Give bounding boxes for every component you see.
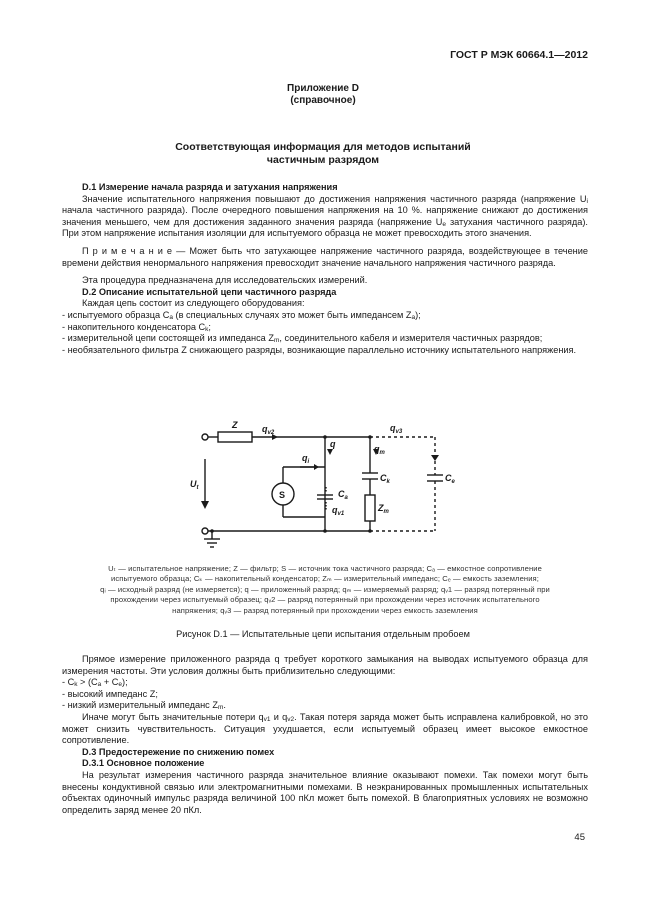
subscript: v1 xyxy=(263,715,271,723)
label-ca: $C_a$ xyxy=(338,489,348,501)
text: Значение испытательного напряжения повышают до достижения напряжения частичного разряда (напряжение U xyxy=(82,193,587,204)
annex-heading xyxy=(0,83,646,107)
label-ut: $U_t$ xyxy=(190,479,199,491)
input-terminal-top xyxy=(202,434,208,440)
paragraph: На результат измерения частичного разряда значительное влияние оказывают помехи. Так помехи могут быть внесены кондуктивной связью или электромагнитными помехами. В неэкранированных промышленных испытательных объектах одиночный импульс разряда величиной 100 пКл может быть помехой. В благоприятных условиях не возможно определить заряд менее 20 пКл. xyxy=(62,769,588,815)
annex-type: (справочное) xyxy=(290,95,356,106)
text: и q xyxy=(270,711,288,722)
subscript: m xyxy=(217,704,224,712)
text: (в специальных случаях это может быть импедансем Z xyxy=(172,309,412,320)
label-qv3: $q_{v3}$ xyxy=(390,423,403,435)
legend-line: прохождении через испытуемый образец; qᵥ2 — разряд потерянный при прохождении через источник испытательного xyxy=(110,595,540,605)
text: - испытуемого образца C xyxy=(62,309,170,320)
subscript: a xyxy=(97,681,102,689)
label-zm: $Z_m$ xyxy=(378,503,389,515)
label-qi: $q_i$ xyxy=(302,453,310,465)
text: затухания частичного разряда). При этом напряжение испытания изоляции для испытуемого образца не может превосходить этого значения. xyxy=(62,216,588,239)
subscript: a xyxy=(169,313,173,321)
input-terminal-bottom xyxy=(202,528,208,534)
section-heading: D.1 Измерение начала разряда и затухания напряжения xyxy=(82,182,338,192)
list-item xyxy=(62,322,588,334)
label-ce: $C_e$ xyxy=(445,473,455,485)
legend-line: Uₜ — испытательное напряжение; Z — фильтр; S — источник тока частичного разряда; Cₐ — емкостное сопротивление xyxy=(108,564,542,573)
subscript: i xyxy=(586,197,588,205)
paragraph xyxy=(62,712,588,747)
subscript: e xyxy=(442,220,447,228)
list-item: - высокий импеданс Z; xyxy=(62,688,158,699)
subscript: v2 xyxy=(287,715,295,723)
section-heading: D.2 Описание испытательной цепи частичного разряда xyxy=(82,286,337,297)
label-qv2: $q_{v2}$ xyxy=(262,424,275,436)
label-s: S xyxy=(279,490,286,500)
legend-line: qᵢ — исходный разряд (не измеряется); q — приложенный разряд; qₘ — измеряемый разряд; qᵥ1 — разряд потерянный при xyxy=(100,584,550,594)
text: . Такая потеря заряда может быть исправлена калибровкой, но это может снизить чувствительность. Ситуация ухудшается, если испытуемый образец имеет высокое емкостное сопротивление. xyxy=(62,711,588,746)
text: + C xyxy=(101,677,119,688)
subscript: m xyxy=(273,337,280,345)
title-line-1: Соответствующая информация для методов испытаний xyxy=(175,141,471,153)
document-title xyxy=(0,141,646,167)
subscript: e xyxy=(118,681,123,689)
list-item xyxy=(62,333,588,345)
measuring-impedance-zm xyxy=(365,495,375,521)
paragraph: Эта процедура предназначена для исследовательских измерений. xyxy=(82,275,368,286)
annex-title: Приложение D xyxy=(287,83,359,94)
note-label: П р и м е ч а н и е xyxy=(82,245,173,256)
text: начала частичного разряда). После очередного повышения напряжения на 10 %. напряжение снижают до достижения значения меньшего, чем для достижения заданного значения разряда (напряжение U xyxy=(62,205,588,227)
text: Иначе могут быть значительные потери q xyxy=(82,711,264,722)
label-q: q xyxy=(330,439,336,449)
title-line-2: частичным разрядом xyxy=(266,154,380,166)
subsection-heading: D.3.1 Основное положение xyxy=(82,758,205,769)
text: - C xyxy=(62,677,75,688)
text: , соединительного кабеля и измерителя частичных разрядов; xyxy=(279,333,543,344)
text: ; xyxy=(208,321,211,332)
paragraph: Прямое измерение приложенного разряда q требует короткого замыкания на выводах испытуемого образца для измерения частоты. Эти условия должны быть приблизительно следующими: xyxy=(62,654,588,676)
list-item xyxy=(62,677,588,689)
standard-header: ГОСТ Р МЭК 60664.1—2012 xyxy=(450,49,588,61)
legend-line: испытуемого образца; Cₖ — накопительный конденсатор; Zₘ — измерительный импеданс; Cₑ — емкость заземления; xyxy=(111,574,539,584)
label-z: Z xyxy=(232,420,238,430)
legend-line: напряжения; qᵥ3 — разряд потерянный при прохождении через емкость заземления xyxy=(172,605,478,615)
paragraph: Каждая цепь состоит из следующего оборудования: xyxy=(82,298,305,309)
subscript: k xyxy=(205,325,209,333)
text: > (C xyxy=(77,677,98,688)
list-item: - необязательного фильтра Z снижающего разряды, возникающие параллельно источнику испытательного напряжения. xyxy=(62,344,577,355)
text: . xyxy=(223,700,226,711)
label-qv1: $q_{v1}$ xyxy=(332,505,345,517)
text: - накопительного конденсатора C xyxy=(62,321,206,332)
label-qm: $q_m$ xyxy=(374,444,385,456)
paragraph xyxy=(62,194,588,240)
subscript: k xyxy=(74,681,78,689)
figure-legend xyxy=(62,564,588,616)
text: - измерительной цепи состоящей из импеданса Z xyxy=(62,333,274,344)
note xyxy=(62,246,588,269)
filter-impedance-z xyxy=(218,432,252,442)
text: ); xyxy=(122,677,128,688)
section-d2-continued xyxy=(62,654,588,816)
text: - низкий измерительный импеданс Z xyxy=(62,700,218,711)
text: ); xyxy=(415,309,421,320)
subscript: a xyxy=(411,313,416,321)
list-item xyxy=(62,700,588,712)
section-heading: D.3 Предостережение по снижению помех xyxy=(82,746,275,757)
section-d1 xyxy=(62,182,588,356)
list-item xyxy=(62,310,588,322)
page-number: 45 xyxy=(574,832,585,843)
circuit-diagram xyxy=(190,415,480,555)
figure-caption: Рисунок D.1 — Испытательные цепи испытания отдельным пробоем xyxy=(176,629,470,639)
note-text: — Может быть что затухающее напряжение частичного разряда, воздействующее в течение времени действия ненормального напряжения превосходит значение начального напряжения частичного разряда. xyxy=(62,245,588,268)
label-ck: $C_k$ xyxy=(380,473,390,485)
